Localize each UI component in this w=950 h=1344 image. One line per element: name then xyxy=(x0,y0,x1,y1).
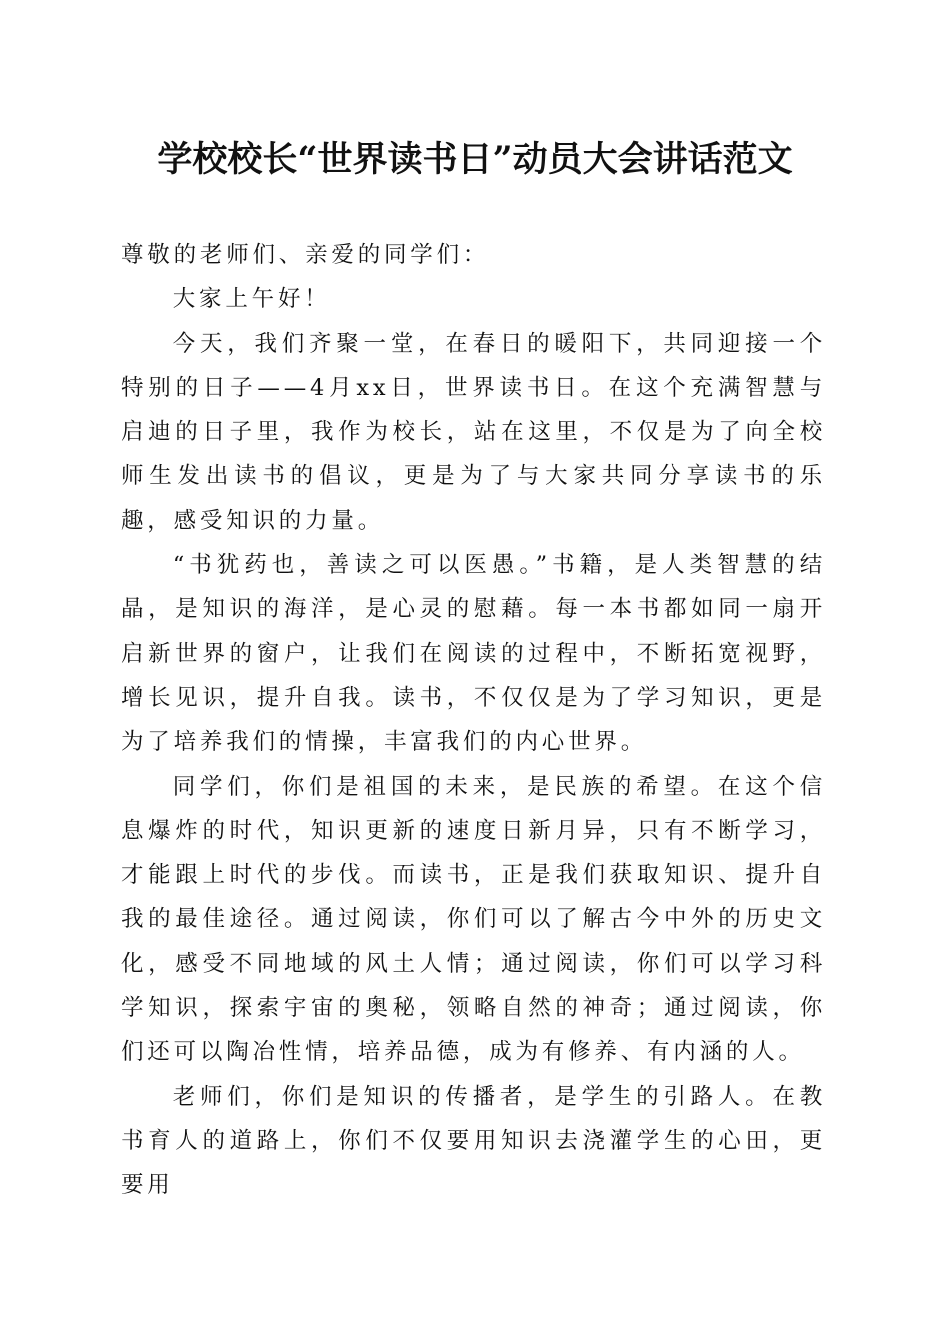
salutation: 尊敬的老师们、亲爱的同学们： xyxy=(121,242,490,268)
document-title: 学校校长“世界读书日”动员大会讲话范文 xyxy=(157,139,793,180)
paragraph-greeting: 大家上午好！ xyxy=(172,286,331,313)
paragraph-intro: 今天，我们齐聚一堂，在春日的暖阳下，共同迎接一个特别的日子——4月xx日，世界读书日。在这个充满智慧与启迪的日子里，我作为校长，站在这里，不仅是为了向全校师生发出读书的倡议，更是为了与大家共同分享读书的乐趣，感受知识的力量。 xyxy=(121,330,826,534)
paragraph-teachers: 老师们，你们是知识的传播者，是学生的引路人。在教书育人的道路上，你们不仅要用知识去浇灌学生的心田，更要用 xyxy=(121,1083,826,1199)
document-body xyxy=(121,233,826,1208)
paragraph-students: 同学们，你们是祖国的未来，是民族的希望。在这个信息爆炸的时代，知识更新的速度日新月异，只有不断学习，才能跟上时代的步伐。而读书，正是我们获取知识、提升自我的最佳途径。通过阅读，你们可以了解古今中外的历史文化，感受不同地域的风土人情；通过阅读，你们可以学习科学知识，探索宇宙的奥秘，领略自然的神奇；通过阅读，你们还可以陶冶性情，培养品德，成为有修养、有内涵的人。 xyxy=(121,773,826,1066)
paragraph-books: “书犹药也，善读之可以医愚。”书籍，是人类智慧的结晶，是知识的海洋，是心灵的慰藉。每一本书都如同一扇开启新世界的窗户，让我们在阅读的过程中，不断拓宽视野，增长见识，提升自我。读书，不仅仅是为了学习知识，更是为了培养我们的情操，丰富我们的内心世界。 xyxy=(121,552,826,756)
